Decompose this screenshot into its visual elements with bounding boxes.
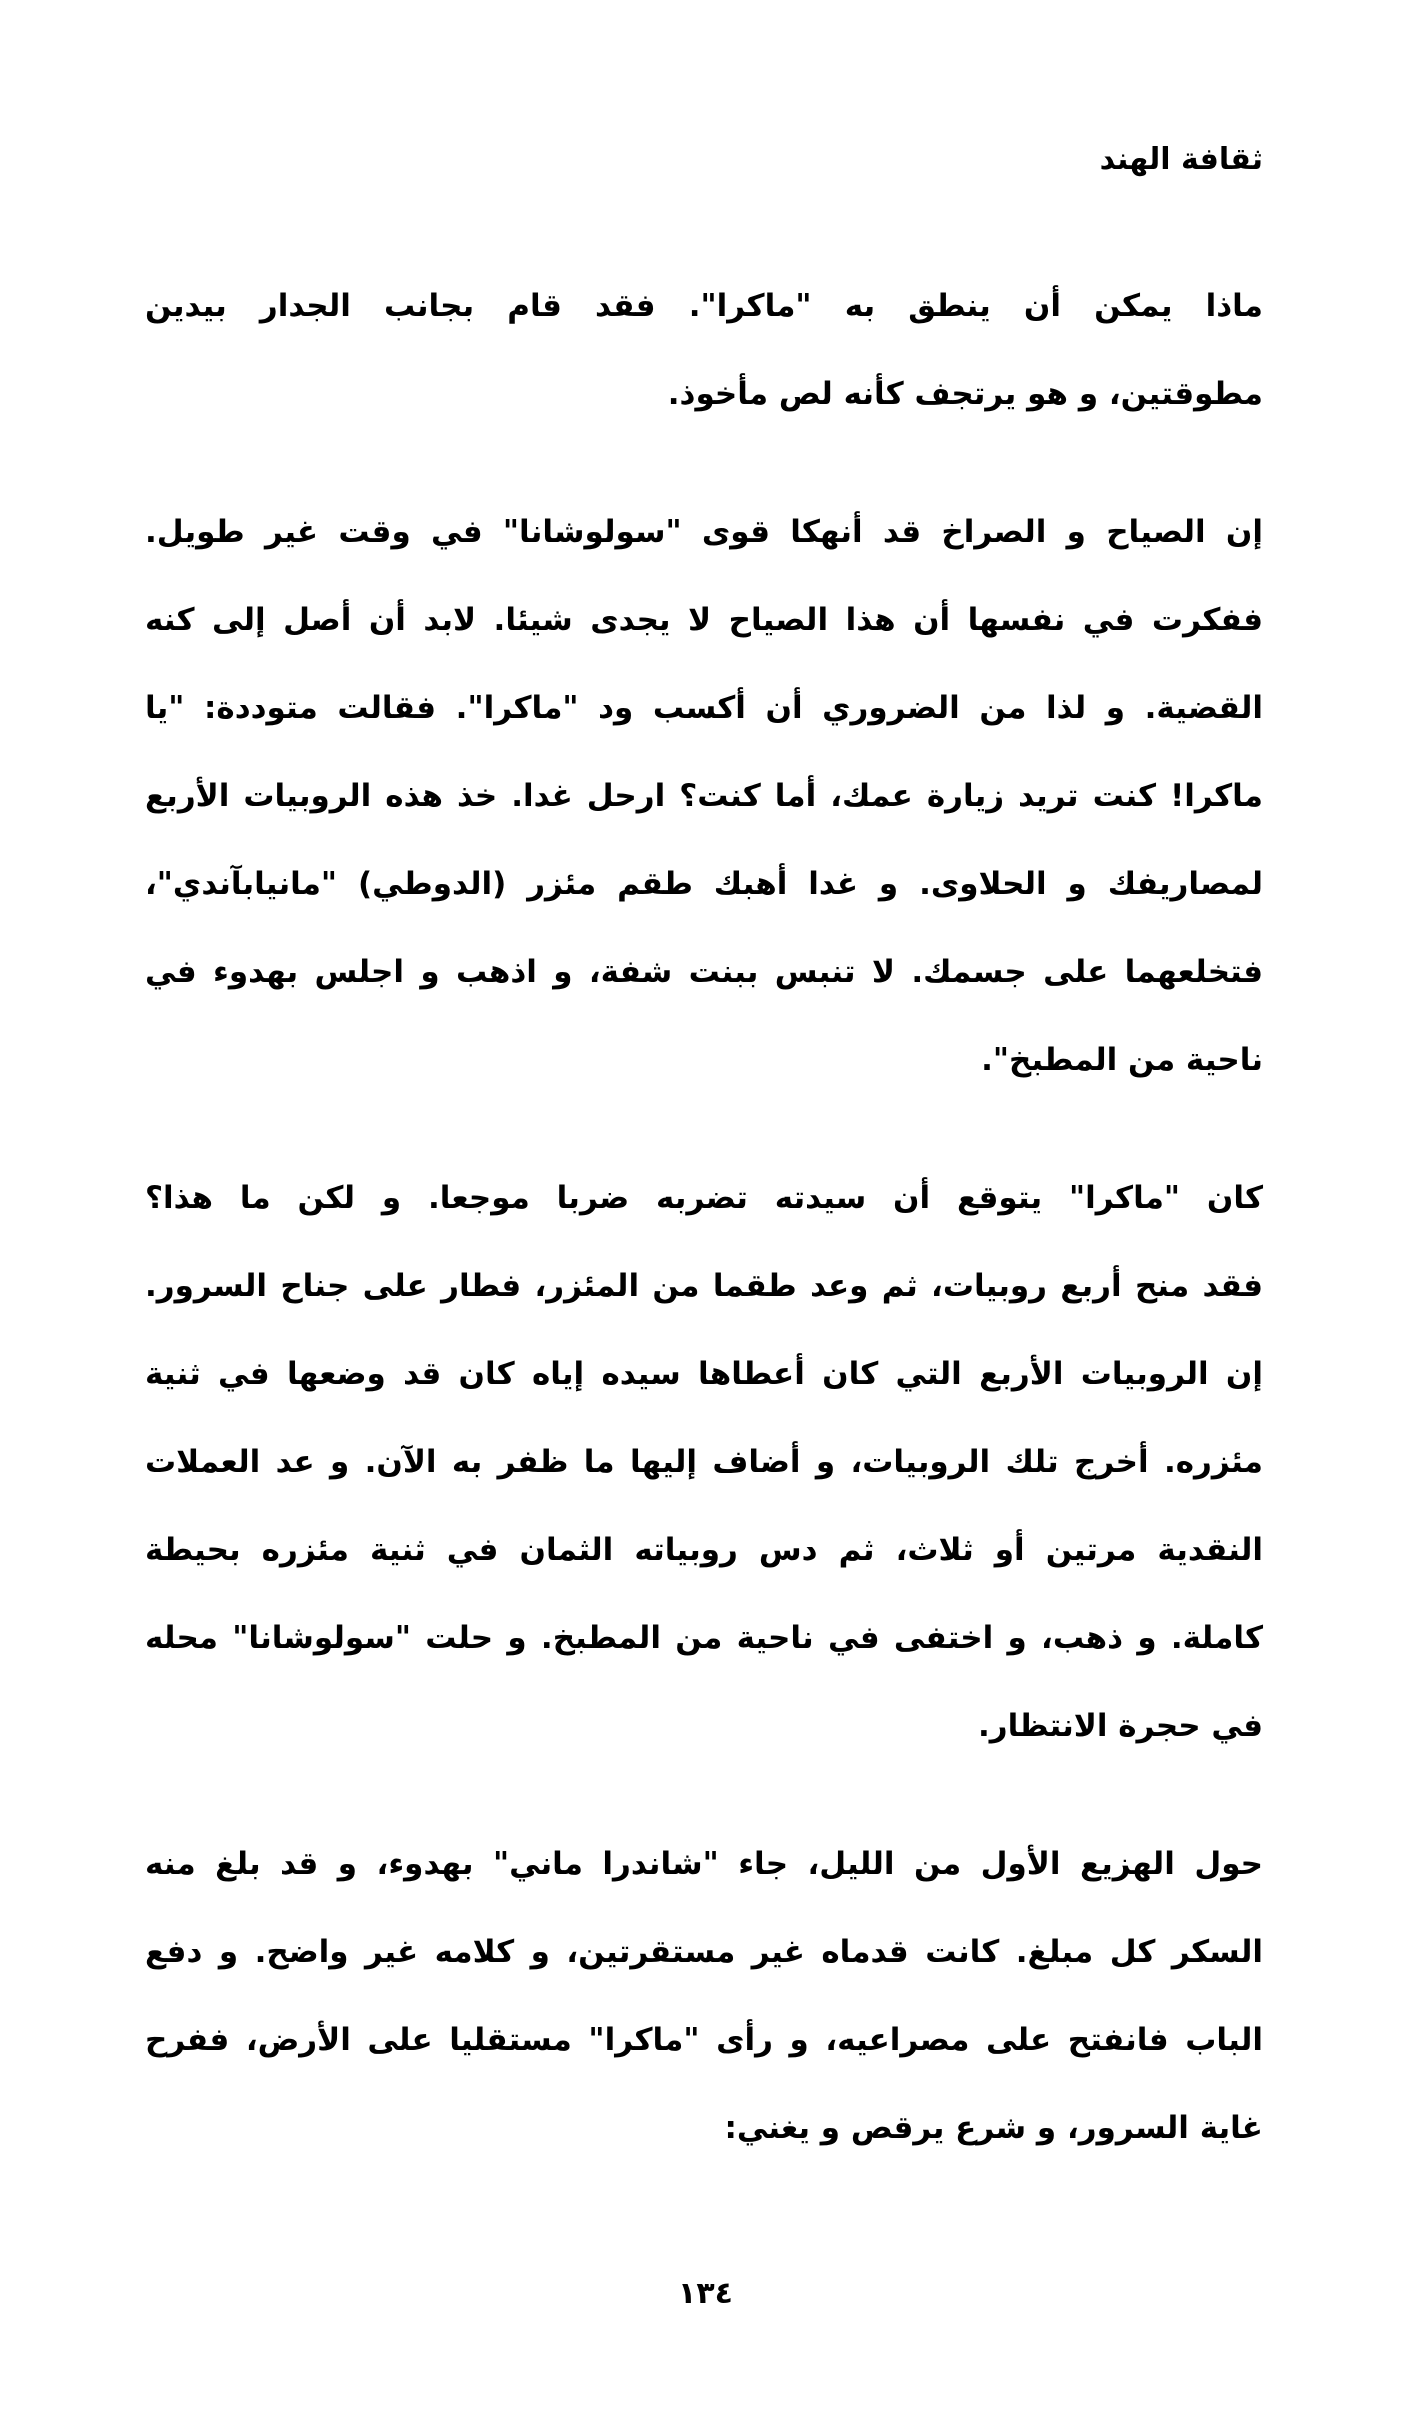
text-line: إن الصياح و الصراخ قد أنهكا قوى "سولوشانا" في وقت غير طويل. <box>145 514 1263 550</box>
text-line: كاملة. و ذهب، و اختفى في ناحية من المطبخ. و حلت "سولوشانا" محله <box>145 1620 1263 1656</box>
paragraph <box>145 1154 1263 1770</box>
text-line: إن الروبيات الأربع التي كان أعطاها سيده إياه كان قد وضعها في ثنية <box>145 1356 1263 1392</box>
paragraph <box>145 488 1263 1104</box>
text-line: الباب فانفتح على مصراعيه، و رأى "ماكرا" مستقليا على الأرض، ففرح <box>145 2022 1263 2058</box>
text-line: القضية. و لذا من الضروري أن أكسب ود "ماكرا". فقالت متوددة: "يا <box>145 690 1263 726</box>
text-line: لمصاريفك و الحلاوى. و غدا أهبك طقم مئزر (الدوطي) "مانيابآندي"، <box>145 866 1263 902</box>
text-line: ماكرا! كنت تريد زيارة عمك، أما كنت؟ ارحل غدا. خذ هذه الروبيات الأربع <box>145 778 1263 814</box>
paragraph <box>145 1820 1263 2172</box>
text-line: فقد منح أربع روبيات، ثم وعد طقما من المئزر، فطار على جناح السرور. <box>145 1268 1263 1304</box>
text-line: فتخلعهما على جسمك. لا تنبس ببنت شفة، و اذهب و اجلس بهدوء في <box>145 954 1263 990</box>
running-header: ثقافة الهند <box>1099 142 1263 177</box>
text-line: ماذا يمكن أن ينطق به "ماكرا". فقد قام بجانب الجدار بيدين <box>145 288 1263 324</box>
text-line: مطوقتين، و هو يرتجف كأنه لص مأخوذ. <box>667 376 1263 412</box>
paragraph <box>145 262 1263 438</box>
text-line: ناحية من المطبخ". <box>981 1042 1263 1078</box>
page-number: ١٣٤ <box>678 2276 733 2311</box>
text-line: في حجرة الانتظار. <box>978 1708 1263 1744</box>
text-line: غاية السرور، و شرع يرقص و يغني: <box>724 2110 1263 2146</box>
text-line: كان "ماكرا" يتوقع أن سيدته تضربه ضربا موجعا. و لكن ما هذا؟ <box>145 1180 1263 1216</box>
text-line: ففكرت في نفسها أن هذا الصياح لا يجدى شيئا. لابد أن أصل إلى كنه <box>145 602 1263 638</box>
text-line: مئزره. أخرج تلك الروبيات، و أضاف إليها ما ظفر به الآن. و عد العملات <box>145 1444 1263 1480</box>
body-text <box>145 262 1263 2222</box>
text-line: حول الهزيع الأول من الليل، جاء "شاندرا ماني" بهدوء، و قد بلغ منه <box>145 1846 1263 1882</box>
text-line: السكر كل مبلغ. كانت قدماه غير مستقرتين، و كلامه غير واضح. و دفع <box>145 1934 1263 1970</box>
text-line: النقدية مرتين أو ثلاث، ثم دس روبياته الثمان في ثنية مئزره بحيطة <box>145 1532 1263 1568</box>
